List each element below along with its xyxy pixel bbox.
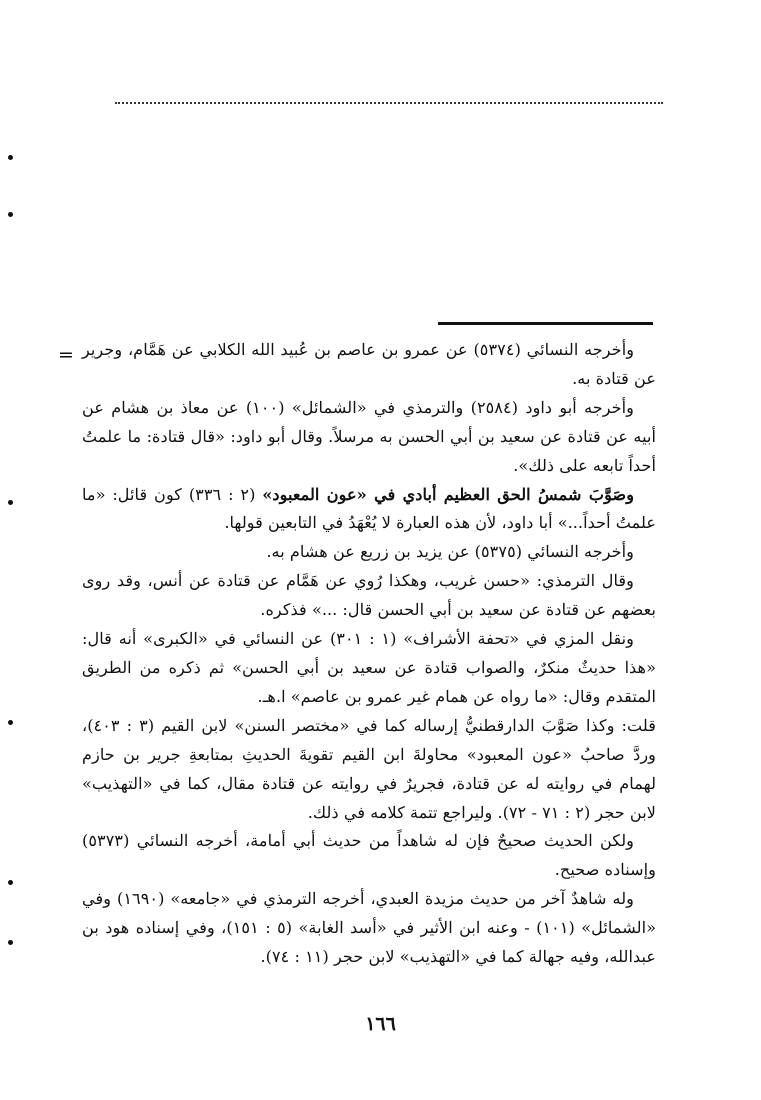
margin-dot	[8, 720, 13, 725]
bold-lead: وصَوَّبَ شمسُ الحق العظيم أبادي في «عون المعبود»	[262, 484, 635, 504]
paragraph-text: وقال الترمذي: «حسن غريب، وهكذا رُوي عن هَمَّام عن قتادة عن أنس، وقد روى بعضهم عن قتادة عن سعيد بن أبي الحسن قال: ...» فذكره.	[82, 571, 656, 620]
footnote-paragraph	[82, 885, 656, 972]
footnote-paragraph	[82, 625, 656, 712]
continuation-mark: =	[58, 344, 74, 366]
paragraph-text: وأخرجه أبو داود (٢٥٨٤) والترمذي في «الشمائل» (١٠٠) عن معاذ بن هشام عن أبيه عن قتادة عن سعيد بن أبي الحسن به مرسلاً. وقال أبو داود: «قال قتادة: ما علمتُ أحداً تابعه على ذلك».	[82, 397, 656, 475]
paragraph-text: (٢ : ٣٣٦) كون قائل: «ما علمتُ أحداً...» أبا داود، لأن هذه العبارة لا يُعْهَدُ في التابعين قولها.	[82, 484, 656, 533]
paragraph-text: ونقل المزي في «تحفة الأشراف» (١ : ٣٠١) عن النسائي في «الكبرى» أنه قال: «هذا حديثٌ منكرٌ، والصواب قتادة عن سعيد بن أبي الحسن» ثم ذكره من الطريق المتقدم وقال: «ما رواه عن همام غير عمرو بن عاصم» ا.هـ.	[82, 629, 656, 706]
footnote-paragraph	[82, 481, 656, 539]
margin-dot	[8, 212, 13, 217]
margin-dot	[8, 940, 13, 945]
footnote-paragraph	[82, 827, 656, 885]
footnote-text	[82, 336, 656, 972]
footnote-separator	[438, 322, 653, 325]
footnote-paragraph	[82, 336, 656, 394]
dotted-separator	[115, 102, 663, 104]
paragraph-text: قلت: وكذا صَوَّبَ الدارقطنيُّ إرساله كما في «مختصر السنن» لابن القيم (٣ : ٤٠٣)، وردَّ صاحبُ «عون المعبود» محاولةَ ابن القيم تقويةَ الحديثِ بمتابعةِ جرير بن حازم لهمام في روايته له عن قتادة، فجريرٌ في روايته عن قتادة مقال، كما في «التهذيب» لابن حجر (٢ : ٧١ - ٧٢). وليراجع تتمة كلامه في ذلك.	[82, 715, 656, 822]
page-number: ١٦٦	[365, 1013, 396, 1035]
footnote-paragraph	[82, 567, 656, 625]
margin-dot	[8, 880, 13, 885]
margin-dot	[8, 500, 13, 505]
paragraph-text: وأخرجه النسائي (٥٣٧٥) عن يزيد بن زريع عن هشام به.	[266, 542, 634, 562]
paragraph-text: وله شاهدٌ آخر من حديث مزيدة العبدي، أخرجه الترمذي في «جامعه» (١٦٩٠) وفي «الشمائل» (١٠١) - وعنه ابن الأثير في «أسد الغابة» (٥ : ١٥١)، وفي إسناده هود بن عبدالله، وفيه جهالة كما في «التهذيب» لابن حجر (١١ : ٧٤).	[82, 889, 656, 967]
margin-dot	[8, 155, 13, 160]
paragraph-text: ولكن الحديث صحيحٌ فإن له شاهداً من حديث أبي أمامة، أخرجه النسائي (٥٣٧٣) وإسناده صحيح.	[82, 831, 656, 880]
footnote-paragraph	[82, 538, 656, 567]
footnote-paragraph	[82, 712, 656, 828]
footnote-paragraph	[82, 394, 656, 481]
paragraph-text: وأخرجه النسائي (٥٣٧٤) عن عمرو بن عاصم بن عُبيد الله الكلابي عن هَمَّام، وجرير عن قتادة به.	[82, 340, 656, 388]
